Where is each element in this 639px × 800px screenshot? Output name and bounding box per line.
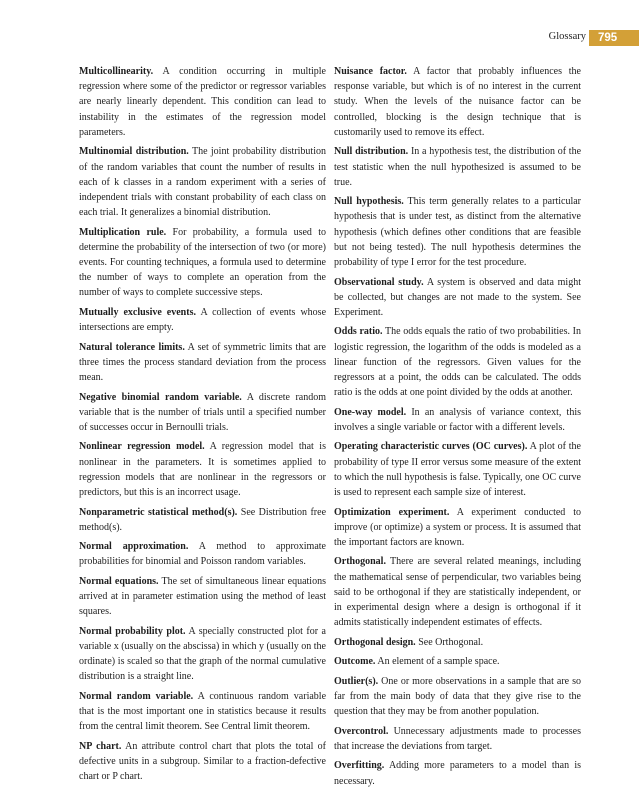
glossary-definition: A continuous random variable that is the most important one in statistics because it results from the central limit theorem. See Central limit theorem. bbox=[79, 690, 327, 733]
section-title: Glossary bbox=[548, 31, 586, 42]
glossary-definition: In an analysis of variance context, this involves a single variable or factor with a different levels. bbox=[334, 406, 581, 433]
glossary-term: Optimization experiment. bbox=[334, 506, 450, 518]
glossary-definition: A experiment conducted to improve (or optimize) a system or process. It is assumed that the important factors are known. bbox=[334, 506, 581, 548]
glossary-entry bbox=[334, 64, 581, 140]
glossary-term: Multiplication rule. bbox=[79, 226, 167, 238]
glossary-entry bbox=[79, 439, 326, 500]
glossary-entry bbox=[334, 194, 581, 270]
glossary-term: Operating characteristic curves (OC curves). bbox=[334, 441, 528, 453]
glossary-entry bbox=[334, 674, 581, 720]
glossary-definition: Unnecessary adjustments made to processes that increase the deviations from target. bbox=[334, 725, 582, 752]
glossary-term: Natural tolerance limits. bbox=[79, 341, 185, 353]
glossary-entry bbox=[334, 324, 581, 400]
glossary-entry bbox=[79, 689, 326, 735]
glossary-term: Negative binomial random variable. bbox=[79, 391, 242, 403]
glossary-definition: For probability, a formula used to determine the probability of the intersection of two (or more) events. For counting techniques, a formula used to determine the number of ways to complete an operation from the number of ways to complete successive steps. bbox=[79, 226, 327, 299]
glossary-term: Overcontrol. bbox=[334, 725, 389, 737]
glossary-term: Nuisance factor. bbox=[334, 66, 407, 77]
glossary-entry bbox=[79, 505, 326, 535]
glossary-definition: A set of symmetric limits that are three times the process standard deviation from the process mean. bbox=[79, 341, 326, 384]
glossary-term: Null hypothesis. bbox=[334, 196, 404, 208]
glossary-term: Observational study. bbox=[334, 276, 424, 288]
glossary-definition: A method to approximate probabilities for binomial and Poisson random variables. bbox=[79, 541, 326, 568]
glossary-term: Normal approximation. bbox=[79, 541, 189, 553]
glossary-term: Mutually exclusive events. bbox=[79, 306, 196, 318]
glossary-definition: A factor that probably influences the response variable, but which is of no interest in the current study. When the levels of the nuisance factor can be controlled, blocking is the design technique that is customarily used to remove its effect. bbox=[334, 66, 581, 138]
glossary-entry bbox=[79, 539, 326, 569]
glossary-entry bbox=[334, 654, 581, 669]
glossary-term: Overfitting. bbox=[334, 760, 385, 772]
glossary-term: Normal probability plot. bbox=[79, 625, 186, 637]
glossary-term: Normal equations. bbox=[79, 575, 159, 587]
glossary-entry bbox=[334, 724, 581, 754]
glossary-entry bbox=[79, 64, 326, 140]
glossary-definition: Adding more parameters to a model than is necessary. bbox=[334, 760, 581, 787]
glossary-definition: A regression model that is nonlinear in the parameters. It is sometimes applied to regression models that are nonlinear in the regressors or predictors, but this is an incorrect usage. bbox=[79, 441, 326, 499]
glossary-entry bbox=[79, 225, 326, 301]
right-column bbox=[334, 64, 581, 793]
glossary-entry bbox=[79, 739, 326, 785]
glossary-term: Nonlinear regression model. bbox=[79, 441, 205, 453]
glossary-term: Null distribution. bbox=[334, 146, 409, 158]
glossary-entry bbox=[79, 390, 326, 436]
glossary-entry bbox=[334, 554, 581, 630]
glossary-term: Orthogonal. bbox=[334, 556, 386, 568]
glossary-definition: A plot of the probability of type II error versus some measure of the extent to which the null hypothesis is false. Typically, one OC curve is used to represent each sample size of interest. bbox=[334, 441, 581, 499]
glossary-definition: The joint probability distribution of the random variables that count the number of results in each of k classes in a random experiment with a series of independent trials with constant probability of each class on each trial. It generalizes a binomial distribution. bbox=[79, 146, 326, 219]
glossary-entry bbox=[334, 505, 581, 551]
glossary-entry bbox=[334, 405, 581, 435]
glossary-term: Orthogonal design. bbox=[334, 636, 416, 648]
glossary-entry bbox=[79, 574, 326, 620]
glossary-definition: One or more observations in a sample that are so far from the main body of data that they give rise to the question that they may be from another population. bbox=[334, 675, 581, 718]
glossary-term: NP chart. bbox=[79, 740, 122, 752]
glossary-entry bbox=[79, 305, 326, 335]
glossary-term: Outlier(s). bbox=[334, 675, 379, 687]
glossary-term: Normal random variable. bbox=[79, 690, 194, 702]
glossary-entry bbox=[334, 275, 581, 321]
page-number-badge: 795 bbox=[589, 30, 639, 46]
glossary-term: Multicollinearity. bbox=[79, 66, 154, 77]
glossary-definition: See Distribution free method(s). bbox=[79, 506, 327, 533]
left-column bbox=[79, 64, 326, 789]
glossary-entry bbox=[79, 144, 326, 220]
glossary-definition: This term generally relates to a particular hypothesis that is under test, as distinct from the alternative hypothesis (which defines other conditions that are feasible but not being tested). The null hypothesis determines the probability of type I error for the test procedure. bbox=[334, 196, 581, 269]
glossary-definition: See Orthogonal. bbox=[418, 636, 484, 648]
glossary-definition: An attribute control chart that plots the total of defective units in a subgroup. Similar to a fraction-defective chart or P chart. bbox=[79, 740, 327, 783]
glossary-definition: The odds equals the ratio of two probabilities. In logistic regression, the logarithm of the odds is modeled as a linear function of the regressors. Given values for the regressors at a point, the odds can be calculated. The odds ratio is the odds at one point divided by the odds at another. bbox=[334, 326, 581, 399]
glossary-definition: A system is observed and data might be collected, but changes are not made to the system. See Experiment. bbox=[334, 276, 581, 318]
glossary-definition: There are several related meanings, including the mathematical sense of perpendicular, two variables being said to be orthogonal if they are statistically independent, or in experimental design where a design is orthogonal if it admits statistically independent estimates of effects. bbox=[334, 556, 582, 629]
glossary-definition: A specially constructed plot for a variable x (usually on the abscissa) in which y (usually on the ordinate) is scaled so that the graph of the normal cumulative distribution is a straight line. bbox=[79, 625, 326, 683]
glossary-entry bbox=[334, 635, 581, 650]
glossary-entry bbox=[334, 439, 581, 500]
glossary-term: One-way model. bbox=[334, 406, 407, 418]
glossary-entry bbox=[79, 624, 326, 685]
glossary-term: Outcome. bbox=[334, 656, 376, 668]
glossary-definition: A discrete random variable that is the number of trials until a specified number of successes occur in Bernoulli trials. bbox=[79, 391, 327, 433]
glossary-definition: An element of a sample space. bbox=[377, 656, 500, 668]
glossary-definition: The set of simultaneous linear equations arrived at in parameter estimation using the method of least squares. bbox=[79, 575, 326, 618]
glossary-term: Odds ratio. bbox=[334, 326, 383, 338]
glossary-definition: A condition occurring in multiple regression where some of the predictor or regressor variables are nearly linearly dependent. This condition can lead to instability in the estimates of the regression model parameters. bbox=[79, 66, 326, 138]
glossary-term: Multinomial distribution. bbox=[79, 146, 189, 158]
glossary-entry bbox=[334, 758, 581, 788]
glossary-definition: In a hypothesis test, the distribution of the test statistic when the null hypothesized is assumed to be true. bbox=[334, 146, 582, 188]
running-header bbox=[0, 30, 639, 46]
glossary-definition: A collection of events whose intersections are empty. bbox=[79, 306, 327, 334]
glossary-term: Nonparametric statistical method(s). bbox=[79, 506, 238, 518]
glossary-entry bbox=[334, 144, 581, 190]
glossary-entry bbox=[79, 340, 326, 386]
